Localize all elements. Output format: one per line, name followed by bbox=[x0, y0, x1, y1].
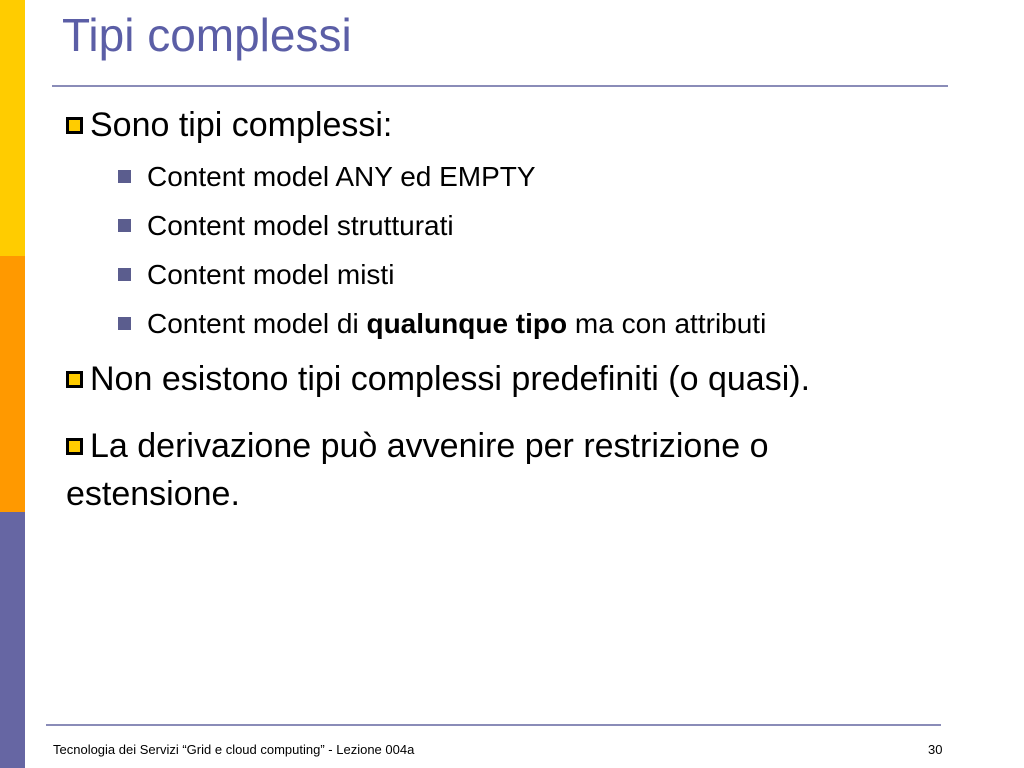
sub-bullet-item bbox=[118, 161, 536, 193]
sub-bullet-bold-text: qualunque tipo bbox=[366, 308, 568, 339]
box-bullet-icon bbox=[66, 438, 83, 455]
square-bullet-icon bbox=[118, 219, 131, 232]
sub-bullet-text: Content model di bbox=[147, 308, 367, 339]
side-bar-yellow bbox=[0, 0, 25, 256]
sub-bullet-text: Content model misti bbox=[147, 259, 395, 290]
bullet-item bbox=[66, 422, 946, 518]
bullet-item bbox=[66, 360, 810, 399]
sub-bullet-text: ma con attributi bbox=[567, 308, 767, 339]
sub-bullet-item bbox=[118, 259, 394, 291]
box-bullet-icon bbox=[66, 371, 83, 388]
bullet-text: La derivazione può avvenire per restrizione o estensione. bbox=[66, 427, 769, 513]
bullet-text: Sono tipi complessi: bbox=[90, 106, 393, 144]
title-divider bbox=[52, 85, 948, 87]
sub-bullet-item bbox=[118, 210, 454, 242]
page-number: 30 bbox=[928, 742, 943, 757]
square-bullet-icon bbox=[118, 317, 131, 330]
box-bullet-icon bbox=[66, 117, 83, 134]
sub-bullet-text: Content model strutturati bbox=[147, 210, 454, 241]
slide-title: Tipi complessi bbox=[62, 9, 352, 61]
footer-text: Tecnologia dei Servizi “Grid e cloud computing” - Lezione 004a bbox=[53, 742, 415, 757]
sub-bullet-item bbox=[118, 308, 766, 340]
side-bar-purple bbox=[0, 512, 25, 768]
square-bullet-icon bbox=[118, 268, 131, 281]
sub-bullet-text: Content model ANY ed EMPTY bbox=[147, 161, 536, 192]
square-bullet-icon bbox=[118, 170, 131, 183]
side-bar-orange bbox=[0, 256, 25, 512]
footer-divider bbox=[46, 724, 941, 726]
bullet-text: Non esistono tipi complessi predefiniti (o quasi). bbox=[90, 360, 811, 398]
bullet-item bbox=[66, 106, 392, 145]
